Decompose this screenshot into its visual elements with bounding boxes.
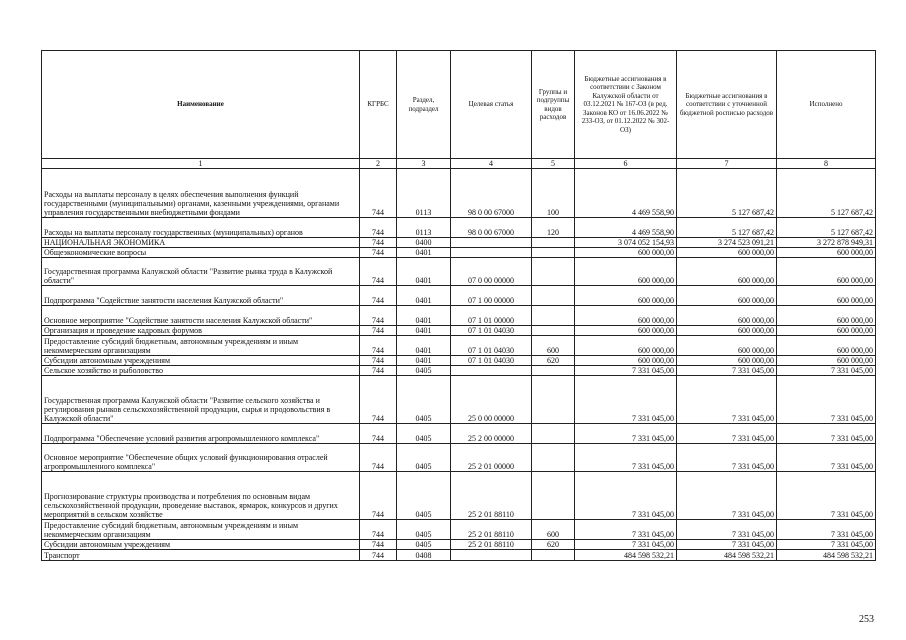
row-kgrbs: 744: [360, 326, 397, 336]
row-kgrbs: 744: [360, 238, 397, 248]
row-law-budget: 4 469 558,90: [575, 169, 677, 218]
row-kgrbs: 744: [360, 366, 397, 376]
row-kgrbs: 744: [360, 248, 397, 258]
row-section: 0401: [397, 286, 451, 306]
table-row: [42, 238, 876, 248]
row-section: 0401: [397, 326, 451, 336]
row-law-budget: 600 000,00: [575, 336, 677, 356]
row-law-budget: 7 331 045,00: [575, 376, 677, 424]
row-executed: 600 000,00: [777, 248, 876, 258]
row-kgrbs: 744: [360, 286, 397, 306]
row-group: [532, 248, 575, 258]
row-name: НАЦИОНАЛЬНАЯ ЭКОНОМИКА: [42, 238, 360, 248]
row-law-budget: 600 000,00: [575, 248, 677, 258]
row-revised-budget: 600 000,00: [677, 306, 777, 326]
row-law-budget: 7 331 045,00: [575, 520, 677, 540]
row-revised-budget: 600 000,00: [677, 326, 777, 336]
row-law-budget: 600 000,00: [575, 306, 677, 326]
row-section: 0405: [397, 376, 451, 424]
budget-table: [41, 50, 876, 561]
row-name: Транспорт: [42, 550, 360, 561]
row-law-budget: 4 469 558,90: [575, 218, 677, 238]
col-group-header: Группы и подгруппы видов расходов: [532, 51, 575, 159]
row-group: [532, 326, 575, 336]
table-row: [42, 366, 876, 376]
column-number: 2: [360, 159, 397, 169]
row-name: Государственная программа Калужской области "Развитие сельского хозяйства и регулирования рынков сельскохозяйственной продукции, сырья и продовольствия в Калужской области": [42, 376, 360, 424]
row-group: 620: [532, 540, 575, 550]
row-group: 600: [532, 336, 575, 356]
row-kgrbs: 744: [360, 306, 397, 326]
row-name: Прогнозирование структуры производства и потребления по основным видам сельскохозяйственной продукции, проведение выставок, ярмарок, конкурсов и других мероприятий в сельском хозяйстве: [42, 472, 360, 520]
row-law-budget: 7 331 045,00: [575, 540, 677, 550]
table-row: [42, 218, 876, 238]
row-target: [451, 238, 532, 248]
row-group: 620: [532, 356, 575, 366]
row-target: 25 2 00 00000: [451, 424, 532, 444]
row-section: 0408: [397, 550, 451, 561]
row-executed: 600 000,00: [777, 336, 876, 356]
row-kgrbs: 744: [360, 336, 397, 356]
row-target: [451, 550, 532, 561]
row-revised-budget: 484 598 532,21: [677, 550, 777, 561]
row-name: Подпрограмма "Содействие занятости населения Калужской области": [42, 286, 360, 306]
row-kgrbs: 744: [360, 376, 397, 424]
row-target: 98 0 00 67000: [451, 218, 532, 238]
row-law-budget: 600 000,00: [575, 258, 677, 286]
row-group: 600: [532, 520, 575, 540]
row-group: 120: [532, 218, 575, 238]
col-name-header: Наименование: [42, 51, 360, 159]
row-section: 0401: [397, 356, 451, 366]
row-section: 0113: [397, 218, 451, 238]
row-name: Расходы на выплаты персоналу государственных (муниципальных) органов: [42, 218, 360, 238]
header-row: [42, 51, 876, 159]
row-executed: 7 331 045,00: [777, 366, 876, 376]
row-group: [532, 424, 575, 444]
table-row: [42, 258, 876, 286]
row-kgrbs: 744: [360, 218, 397, 238]
row-name: Субсидии автономным учреждениям: [42, 540, 360, 550]
row-executed: 7 331 045,00: [777, 444, 876, 472]
row-section: 0405: [397, 520, 451, 540]
row-executed: 7 331 045,00: [777, 424, 876, 444]
row-section: 0401: [397, 248, 451, 258]
row-executed: 600 000,00: [777, 286, 876, 306]
row-group: [532, 258, 575, 286]
column-number: 8: [777, 159, 876, 169]
row-executed: 484 598 532,21: [777, 550, 876, 561]
row-name: Основное мероприятие "Обеспечение общих условий функционирования отраслей агропромышленного комплекса": [42, 444, 360, 472]
table-row: [42, 336, 876, 356]
row-law-budget: 7 331 045,00: [575, 472, 677, 520]
row-section: 0405: [397, 444, 451, 472]
row-name: Сельское хозяйство и рыболовство: [42, 366, 360, 376]
col-law-budget-header: Бюджетные ассигнования в соответствии с Законом Калужской области от 03.12.2021 № 167-ОЗ (в ред. Законов КО от 16.06.2022 № 233-ОЗ, от 01.12.2022 № 302-ОЗ): [575, 51, 677, 159]
table-row: [42, 444, 876, 472]
table-row: [42, 356, 876, 366]
col-target-header: Целевая статья: [451, 51, 532, 159]
column-number: 7: [677, 159, 777, 169]
row-law-budget: 7 331 045,00: [575, 366, 677, 376]
row-revised-budget: 600 000,00: [677, 336, 777, 356]
row-name: Субсидии автономным учреждениям: [42, 356, 360, 366]
table-row: [42, 550, 876, 561]
row-kgrbs: 744: [360, 520, 397, 540]
row-name: Подпрограмма "Обеспечение условий развития агропромышленного комплекса": [42, 424, 360, 444]
row-law-budget: 484 598 532,21: [575, 550, 677, 561]
row-revised-budget: 5 127 687,42: [677, 169, 777, 218]
row-revised-budget: 7 331 045,00: [677, 472, 777, 520]
row-revised-budget: 600 000,00: [677, 248, 777, 258]
row-target: [451, 366, 532, 376]
column-number-row: [42, 159, 876, 169]
row-executed: 5 127 687,42: [777, 218, 876, 238]
row-target: 25 0 00 00000: [451, 376, 532, 424]
row-kgrbs: 744: [360, 540, 397, 550]
row-target: 25 2 01 00000: [451, 444, 532, 472]
table-row: [42, 326, 876, 336]
row-group: [532, 550, 575, 561]
row-kgrbs: 744: [360, 444, 397, 472]
row-executed: 7 331 045,00: [777, 376, 876, 424]
table-row: [42, 472, 876, 520]
row-target: [451, 248, 532, 258]
row-group: [532, 444, 575, 472]
row-law-budget: 3 074 052 154,93: [575, 238, 677, 248]
row-kgrbs: 744: [360, 169, 397, 218]
table-row: [42, 306, 876, 326]
row-revised-budget: 7 331 045,00: [677, 520, 777, 540]
row-name: Предоставление субсидий бюджетным, автономным учреждениям и иным некоммерческим организациям: [42, 336, 360, 356]
row-section: 0400: [397, 238, 451, 248]
row-group: [532, 238, 575, 248]
row-target: 07 1 01 04030: [451, 356, 532, 366]
row-name: Расходы на выплаты персоналу в целях обеспечения выполнения функций государственными (муниципальными) органами, казенными учреждениями, органами управления государственными внебюджетными фондами: [42, 169, 360, 218]
row-group: [532, 366, 575, 376]
row-group: [532, 306, 575, 326]
row-section: 0401: [397, 258, 451, 286]
row-revised-budget: 7 331 045,00: [677, 424, 777, 444]
row-target: 25 2 01 88110: [451, 520, 532, 540]
row-name: Государственная программа Калужской области "Развитие рынка труда в Калужской области": [42, 258, 360, 286]
row-law-budget: 600 000,00: [575, 286, 677, 306]
row-group: [532, 376, 575, 424]
row-revised-budget: 7 331 045,00: [677, 366, 777, 376]
row-target: 25 2 01 88110: [451, 540, 532, 550]
row-revised-budget: 7 331 045,00: [677, 540, 777, 550]
row-group: [532, 472, 575, 520]
row-executed: 7 331 045,00: [777, 520, 876, 540]
row-name: Организация и проведение кадровых форумов: [42, 326, 360, 336]
col-kgrbs-header: КГРБС: [360, 51, 397, 159]
table-row: [42, 248, 876, 258]
row-name: Основное мероприятие "Содействие занятости населения Калужской области": [42, 306, 360, 326]
row-kgrbs: 744: [360, 472, 397, 520]
row-target: 07 1 00 00000: [451, 286, 532, 306]
column-number: 3: [397, 159, 451, 169]
row-target: 07 1 01 04030: [451, 326, 532, 336]
row-target: 07 1 01 04030: [451, 336, 532, 356]
row-kgrbs: 744: [360, 356, 397, 366]
col-section-header: Раздел, подраздел: [397, 51, 451, 159]
row-section: 0405: [397, 472, 451, 520]
row-section: 0401: [397, 336, 451, 356]
row-law-budget: 600 000,00: [575, 326, 677, 336]
table-row: [42, 376, 876, 424]
row-revised-budget: 3 274 523 091,21: [677, 238, 777, 248]
table-row: [42, 286, 876, 306]
row-section: 0401: [397, 306, 451, 326]
col-revised-budget-header: Бюджетные ассигнования в соответствии с уточненной бюджетной росписью расходов: [677, 51, 777, 159]
row-group: 100: [532, 169, 575, 218]
column-number: 6: [575, 159, 677, 169]
row-target: 25 2 01 88110: [451, 472, 532, 520]
column-number: 5: [532, 159, 575, 169]
row-executed: 7 331 045,00: [777, 540, 876, 550]
table-row: [42, 424, 876, 444]
row-revised-budget: 600 000,00: [677, 258, 777, 286]
row-target: 98 0 00 67000: [451, 169, 532, 218]
row-law-budget: 600 000,00: [575, 356, 677, 366]
row-revised-budget: 600 000,00: [677, 286, 777, 306]
row-revised-budget: 600 000,00: [677, 356, 777, 366]
table-row: [42, 520, 876, 540]
row-name: Общеэкономические вопросы: [42, 248, 360, 258]
row-executed: 600 000,00: [777, 258, 876, 286]
row-revised-budget: 5 127 687,42: [677, 218, 777, 238]
row-executed: 600 000,00: [777, 326, 876, 336]
row-kgrbs: 744: [360, 258, 397, 286]
row-section: 0113: [397, 169, 451, 218]
row-executed: 600 000,00: [777, 306, 876, 326]
column-number: 4: [451, 159, 532, 169]
row-name: Предоставление субсидий бюджетным, автономным учреждениям и иным некоммерческим организациям: [42, 520, 360, 540]
row-law-budget: 7 331 045,00: [575, 444, 677, 472]
row-target: 07 0 00 00000: [451, 258, 532, 286]
row-revised-budget: 7 331 045,00: [677, 444, 777, 472]
table-row: [42, 540, 876, 550]
row-executed: 7 331 045,00: [777, 472, 876, 520]
row-section: 0405: [397, 366, 451, 376]
row-kgrbs: 744: [360, 424, 397, 444]
page-number: 253: [859, 614, 874, 625]
table-row: [42, 169, 876, 218]
row-law-budget: 7 331 045,00: [575, 424, 677, 444]
row-target: 07 1 01 00000: [451, 306, 532, 326]
col-executed-header: Исполнено: [777, 51, 876, 159]
row-kgrbs: 744: [360, 550, 397, 561]
row-group: [532, 286, 575, 306]
row-executed: 3 272 878 949,31: [777, 238, 876, 248]
column-number: 1: [42, 159, 360, 169]
row-section: 0405: [397, 424, 451, 444]
row-revised-budget: 7 331 045,00: [677, 376, 777, 424]
row-executed: 5 127 687,42: [777, 169, 876, 218]
row-section: 0405: [397, 540, 451, 550]
row-executed: 600 000,00: [777, 356, 876, 366]
